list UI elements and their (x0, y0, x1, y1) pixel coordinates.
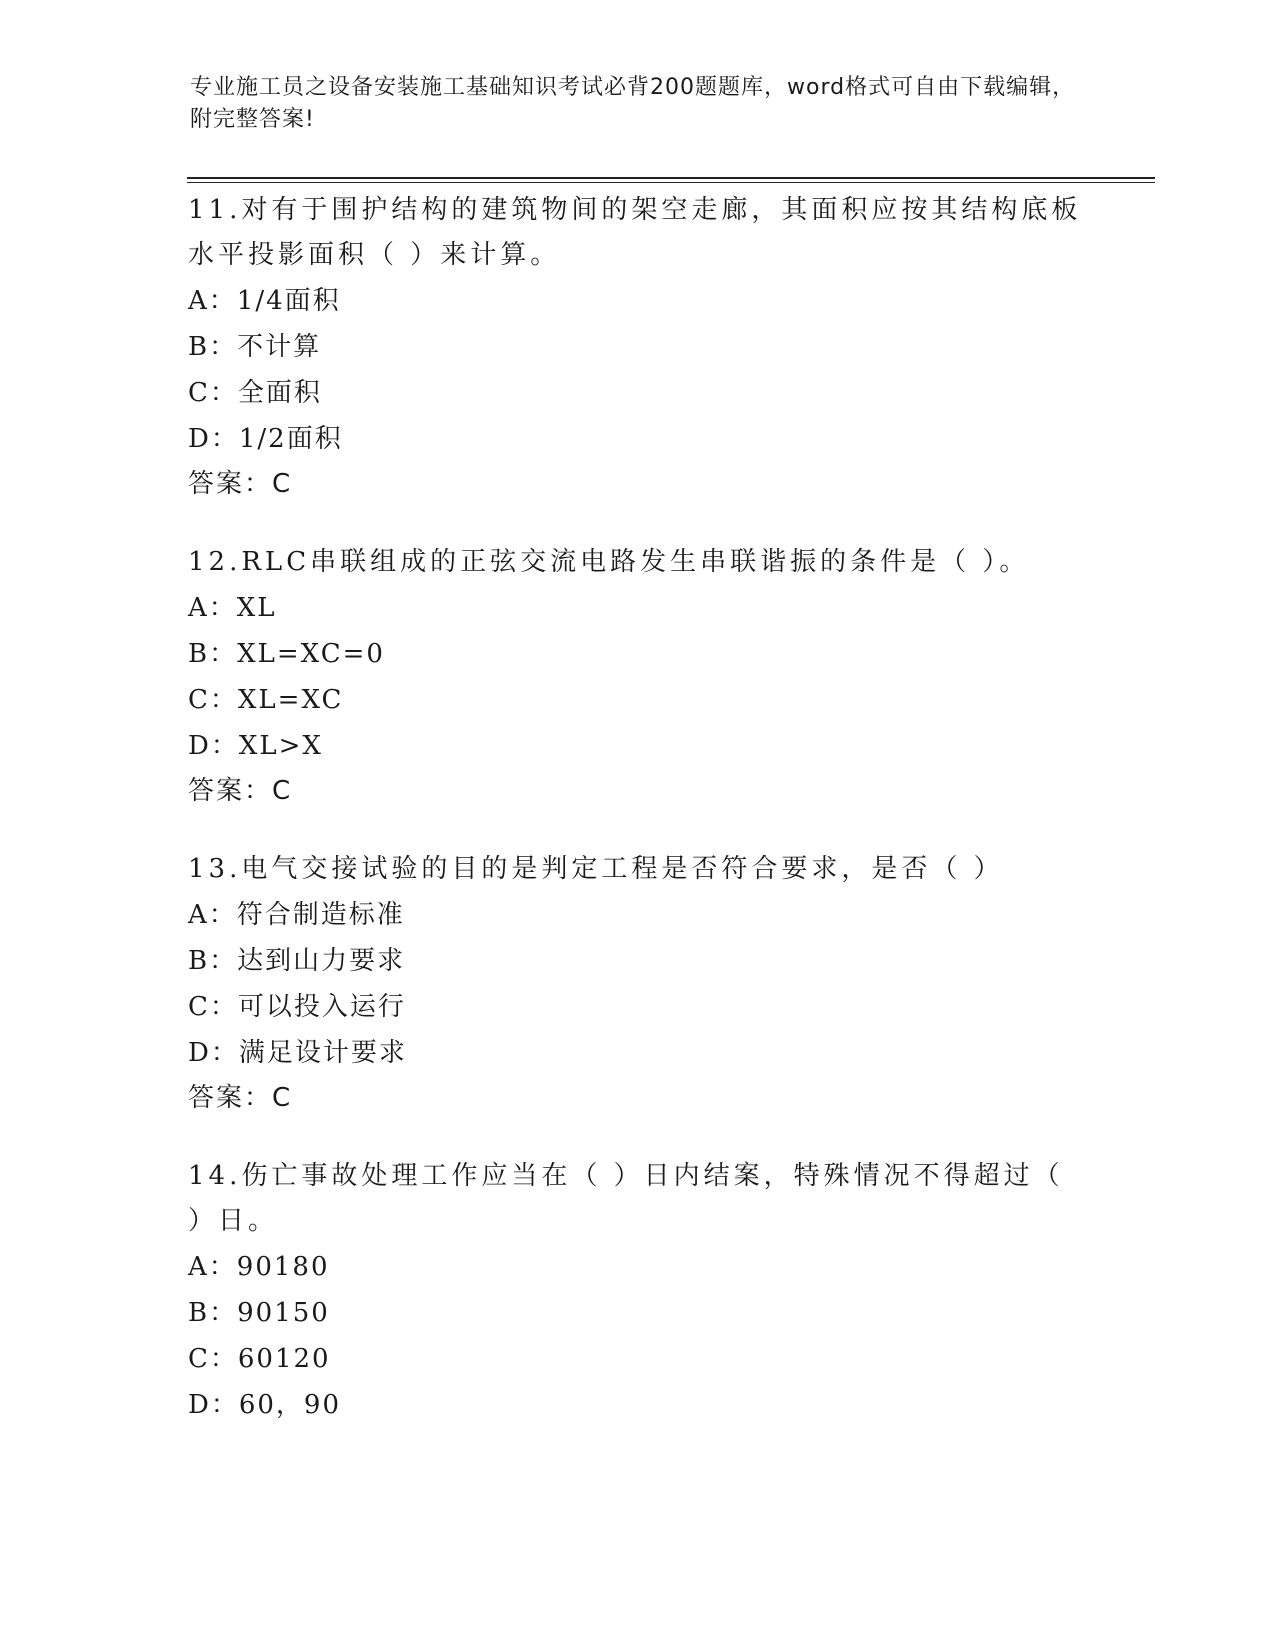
option-b: B：不计算 (188, 332, 322, 362)
answer: 答案：C (188, 1083, 293, 1113)
answer: 答案：C (188, 776, 293, 806)
option-a: A：90180 (188, 1252, 330, 1282)
question-11 (188, 188, 1088, 506)
question-text: 11.对有于围护结构的建筑物间的架空走廊，其面积应按其结构底板水平投影面积（ ）来计算。 (188, 195, 1082, 270)
option-a: A：XL (188, 593, 277, 623)
option-b: B：达到山力要求 (188, 946, 406, 976)
question-13 (188, 847, 1088, 1120)
option-c: C：60120 (188, 1344, 331, 1374)
option-c: C：XL=XC (188, 685, 344, 715)
question-text: 12.RLC串联组成的正弦交流电路发生串联谐振的条件是（ ）。 (188, 547, 1030, 577)
question-text: 14.伤亡事故处理工作应当在（ ）日内结案，特殊情况不得超过（ ）日。 (188, 1161, 1064, 1236)
option-d: D：60，90 (188, 1390, 342, 1420)
question-list (188, 188, 1088, 1462)
option-b: B：XL=XC=0 (188, 639, 385, 669)
option-d: D：满足设计要求 (188, 1038, 407, 1068)
question-14 (188, 1154, 1088, 1428)
option-b: B：90150 (188, 1298, 330, 1328)
header-divider-thick (187, 177, 1155, 179)
question-text: 13.电气交接试验的目的是判定工程是否符合要求，是否（ ） (188, 854, 1004, 884)
option-c: C：可以投入运行 (188, 992, 406, 1022)
option-a: A：符合制造标准 (188, 900, 405, 930)
answer: 答案：C (188, 469, 293, 499)
option-a: A：1/4面积 (188, 286, 341, 316)
option-d: D：XL>X (188, 731, 323, 761)
option-c: C：全面积 (188, 378, 322, 408)
header-divider-thin (187, 182, 1155, 183)
document-header: 专业施工员之设备安装施工基础知识考试必背200题题库，word格式可自由下载编辑，附完整答案! (190, 75, 1076, 132)
question-12 (188, 540, 1088, 813)
option-d: D：1/2面积 (188, 424, 343, 454)
